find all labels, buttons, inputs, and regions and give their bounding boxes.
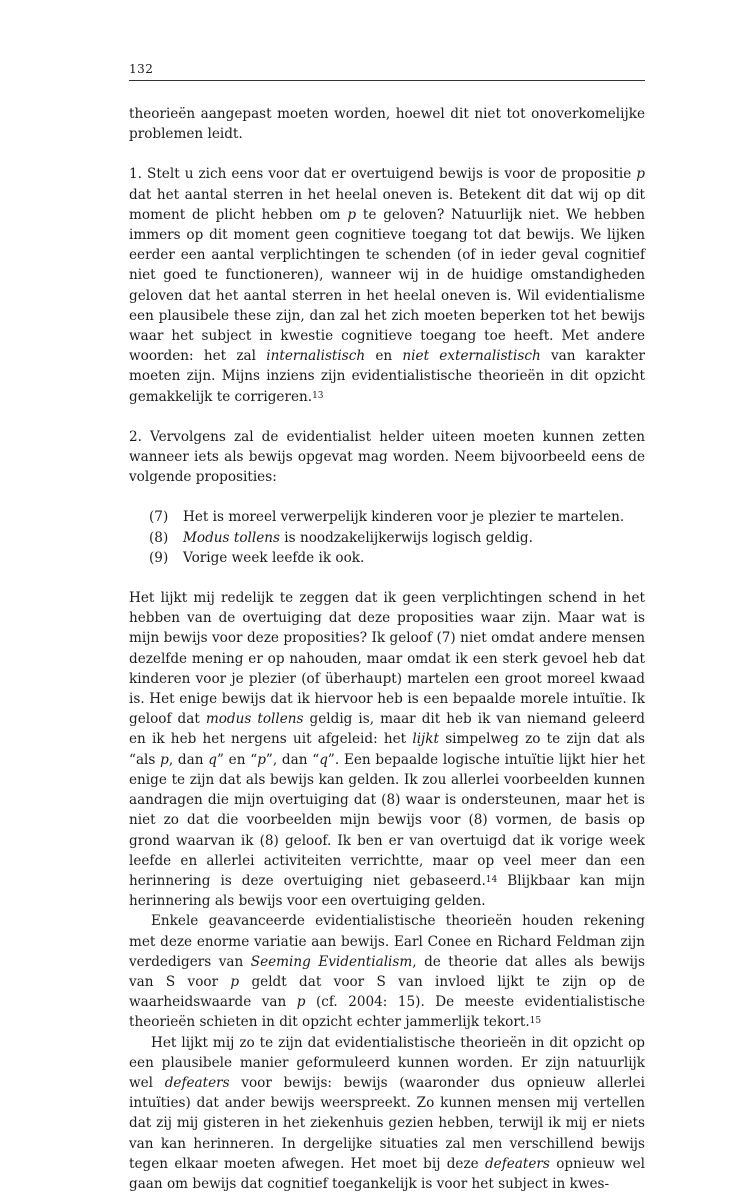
- paragraph-point-1: 1. Stelt u zich eens voor dat er overtuigend bewijs is voor de propositie p dat het aantal sterren in het heelal oneven is. Betekent dit dat wij op dit moment de plicht hebben om p te geloven? Natuurlijk niet. We hebben immers op dit moment geen cognitieve toegang tot dat bewijs. We lijken eerder een aantal verplichtingen te schenden (of in ieder geval cognitief niet goed te functioneren), wanneer wij in de huidige omstandigheden geloven dat het aantal sterren in het heelal oneven is. Wil evidentialisme een plausibele these zijn, dan zal het zich moeten beperken tot het bewijs waar het subject in kwestie cognitieve toegang toe heeft. Met andere woorden: het zal internalistisch en niet externalistisch van karakter moeten zijn. Mijns inziens zijn evidentialistische theorieën in dit opzicht gemakkelijk te corrigeren.$^{13}$: [129, 166, 645, 405]
- footnote-ref-15: 15: [529, 1016, 542, 1027]
- footnote-ref-13: 13: [312, 390, 324, 401]
- paragraph-continuation: theorieën aangepast moeten worden, hoewel dit niet tot onoverkomelijke problemen leidt.: [129, 106, 645, 143]
- page-number: 132: [129, 62, 154, 76]
- list-item: (7) Het is moreel verwerpelijk kinderen voor je plezier te martelen.: [149, 509, 625, 526]
- paragraph-point-2: 2. Vervolgens zal de evidentialist helder uiteen moeten kunnen zetten wanneer iets als bewijs opgevat mag worden. Neem bijvoorbeeld eens de volgende proposities:: [129, 428, 645, 486]
- paragraph-evidence: Het lijkt mij redelijk te zeggen dat ik geen verplichtingen schend in het hebben van de overtuiging dat deze proposities waar zijn. Maar wat is mijn bewijs voor deze proposities? Ik geloof (7) niet omdat andere mensen dezelfde mening er op nahouden, maar omdat ik een sterk gevoel heb dat kinderen voor je plezier (of überhaupt) martelen een groot moreel kwaad is. Het enige bewijs dat ik hiervoor heb is een bepaalde morele intuïtie. Ik geloof dat modus tollens geldig is, maar dit heb ik van niemand geleerd en ik heb het nergens uit afgeleid: het lijkt simpelweg zo te zijn dat als “als p, dan q” en “p”, dan “q”. Een bepaalde logische intuïtie lijkt hier het enige te zijn dat als bewijs kan gelden. Ik zou allerlei voorbeelden kunnen aandragen die mijn overtuiging dat (8) waar is ondersteunen, maar het is niet zo dat die voorbeelden mijn bewijs voor (8) vormen, de basis op grond waarvan ik (8) geloof. Ik ben er van overtuigd dat ik vorige week leefde en allerlei activiteiten verrichtte, maar op veel meer dan een herinnering is deze overtuiging niet gebaseerd.$^{14}$ Blijkbaar kan mijn herinnering als bewijs voor een overtuiging gelden.: [129, 590, 645, 910]
- propositions-list: [129, 507, 645, 568]
- paragraph-seeming-evidentialism: Enkele geavanceerde evidentialistische theorieën houden rekening met deze enorme variatie aan bewijs. Earl Conee en Richard Feldman zijn verdedigers van Seeming Evidentialism, de theorie dat alles als bewijs van S voor p geldt dat voor S van invloed lijkt te zijn op de waarheidswaarde van p (cf. 2004: 15). De meeste evidentialistische theorieën schieten in dit opzicht echter jammerlijk tekort.$^{15}$: [129, 913, 645, 1031]
- list-item: (9) Vorige week leefde ik ook.: [149, 549, 365, 566]
- list-item: (8) Modus tollens is noodzakelijkerwijs logisch geldig.: [149, 529, 533, 546]
- header-rule: [129, 80, 645, 81]
- paragraph-defeaters: Het lijkt mij zo te zijn dat evidentialistische theorieën in dit opzicht op een plausibele manier geformuleerd kunnen worden. Er zijn natuurlijk wel defeaters voor bewijs: bewijs (waaronder dus opnieuw allerlei intuïties) dat ander bewijs weerspreekt. Zo kunnen mensen mij vertellen dat zij mij gisteren in het ziekenhuis gezien hebben, terwijl ik mij er niets van kan herinneren. In dergelijke situaties zal men verschillend bewijs tegen elkaar moeten afwegen. Het moet bij deze defeaters opnieuw wel gaan om bewijs dat cognitief toegankelijk is voor het subject in kwes-: [129, 1034, 645, 1192]
- footnote-ref-14: 14: [485, 874, 498, 885]
- page-body: [129, 104, 645, 1194]
